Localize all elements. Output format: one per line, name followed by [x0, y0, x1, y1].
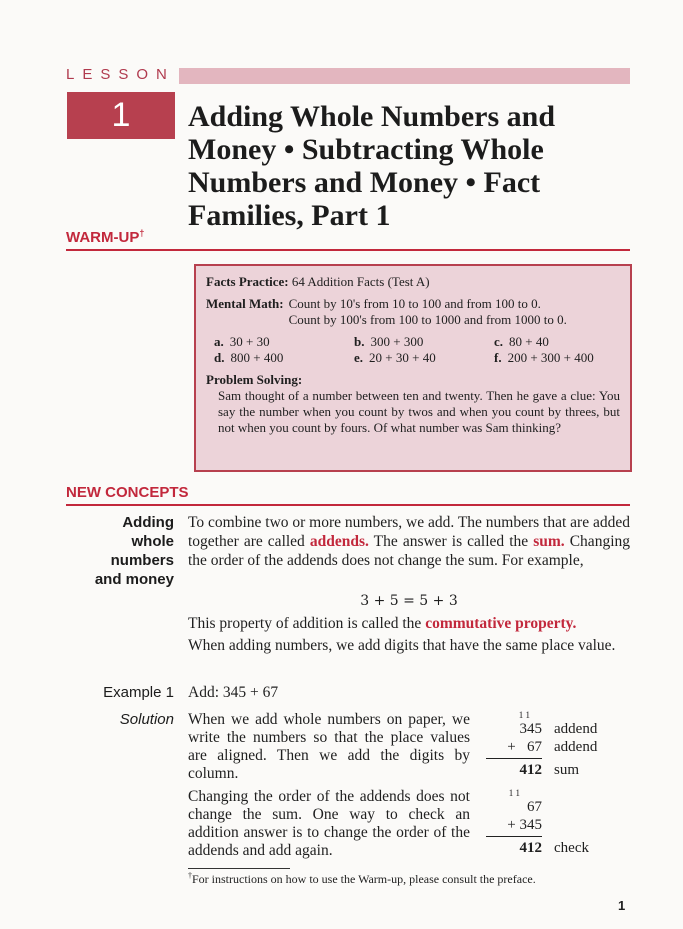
mental-math-problems: [214, 334, 620, 366]
problem-b: b. 300 + 300: [354, 334, 424, 349]
addition-calc-2: 1 1 67 + 345 412 check: [486, 788, 589, 857]
mental-math: [206, 296, 620, 328]
problem-e: e. 20 + 30 + 40: [354, 350, 436, 365]
sum-rule: [486, 836, 542, 837]
warmup-box: [194, 264, 632, 472]
solution-text-1: When we add whole numbers on paper, we write the numbers so that the place values are aligned. Then we add the digits by column.: [188, 711, 470, 782]
concept-paragraph-3: When adding numbers, we add digits that have the same place value.: [188, 637, 616, 654]
problem-solving-label: Problem Solving:: [206, 372, 303, 387]
mental-math-line: Count by 10's from 10 to 100 and from 100 to 0.: [288, 296, 541, 311]
equation: 3 + 5 = 5 + 3: [360, 593, 458, 609]
keyword-commutative-property: commutative property.: [425, 615, 577, 632]
mental-math-line: Count by 100's from 100 to 1000 and from 1000 to 0.: [288, 312, 567, 327]
solution-label: Solution: [119, 711, 174, 728]
example-problem: Add: 345 + 67: [188, 684, 279, 701]
footnote-divider: [188, 868, 290, 869]
dagger-mark: †: [139, 228, 145, 238]
lesson-label: LESSON: [66, 66, 179, 84]
concept-paragraph-1: To combine two or more numbers, we add. The numbers that are added together are called addends. The answer is called the sum. Changing the order of the addends does not change the sum. For example,: [188, 514, 630, 569]
warmup-heading-text: WARM-UP: [66, 229, 140, 246]
problem-a: a. 30 + 30: [214, 334, 270, 349]
lesson-title: Adding Whole Numbers and Money • Subtracting Whole Numbers and Money • Fact Families, Part 1: [188, 100, 556, 232]
addition-calc-1: 1 1 345 addend + 67 addend 412 sum: [486, 710, 597, 779]
facts-practice-label: Facts Practice:: [206, 274, 289, 289]
solution-text-2: Changing the order of the addends does not change the sum. One way to check an addition answer is to change the order of the addends and add again.: [188, 788, 470, 859]
problem-f: f. 200 + 300 + 400: [494, 350, 594, 365]
mental-math-label: Mental Math:: [206, 296, 284, 311]
keyword-sum: sum.: [533, 533, 565, 550]
problem-solving-text: Sam thought of a number between ten and twenty. Then he gave a clue: You say the number when you count by twos and when you count by threes, but not when you count by fours. Of what number was Sam thinking?: [218, 388, 620, 435]
facts-practice-text: 64 Addition Facts (Test A): [291, 274, 430, 289]
keyword-addends: addends.: [309, 533, 369, 550]
footnote: †For instructions on how to use the Warm-up, please consult the preface.: [188, 871, 536, 886]
topic-side-label: Adding whole numbers and money: [94, 514, 174, 588]
problem-c: c. 80 + 40: [494, 334, 549, 349]
problem-d: d. 800 + 400: [214, 350, 284, 365]
warmup-heading: [66, 228, 630, 251]
sum-rule: [486, 758, 542, 759]
example-label: Example 1: [103, 684, 174, 701]
facts-practice: [206, 274, 620, 290]
new-concepts-heading: NEW CONCEPTS: [66, 484, 630, 506]
lesson-number-badge: 1: [67, 92, 175, 139]
concept-paragraph-2: This property of addition is called the commutative property.: [188, 615, 577, 632]
page-number: 1: [618, 898, 626, 913]
